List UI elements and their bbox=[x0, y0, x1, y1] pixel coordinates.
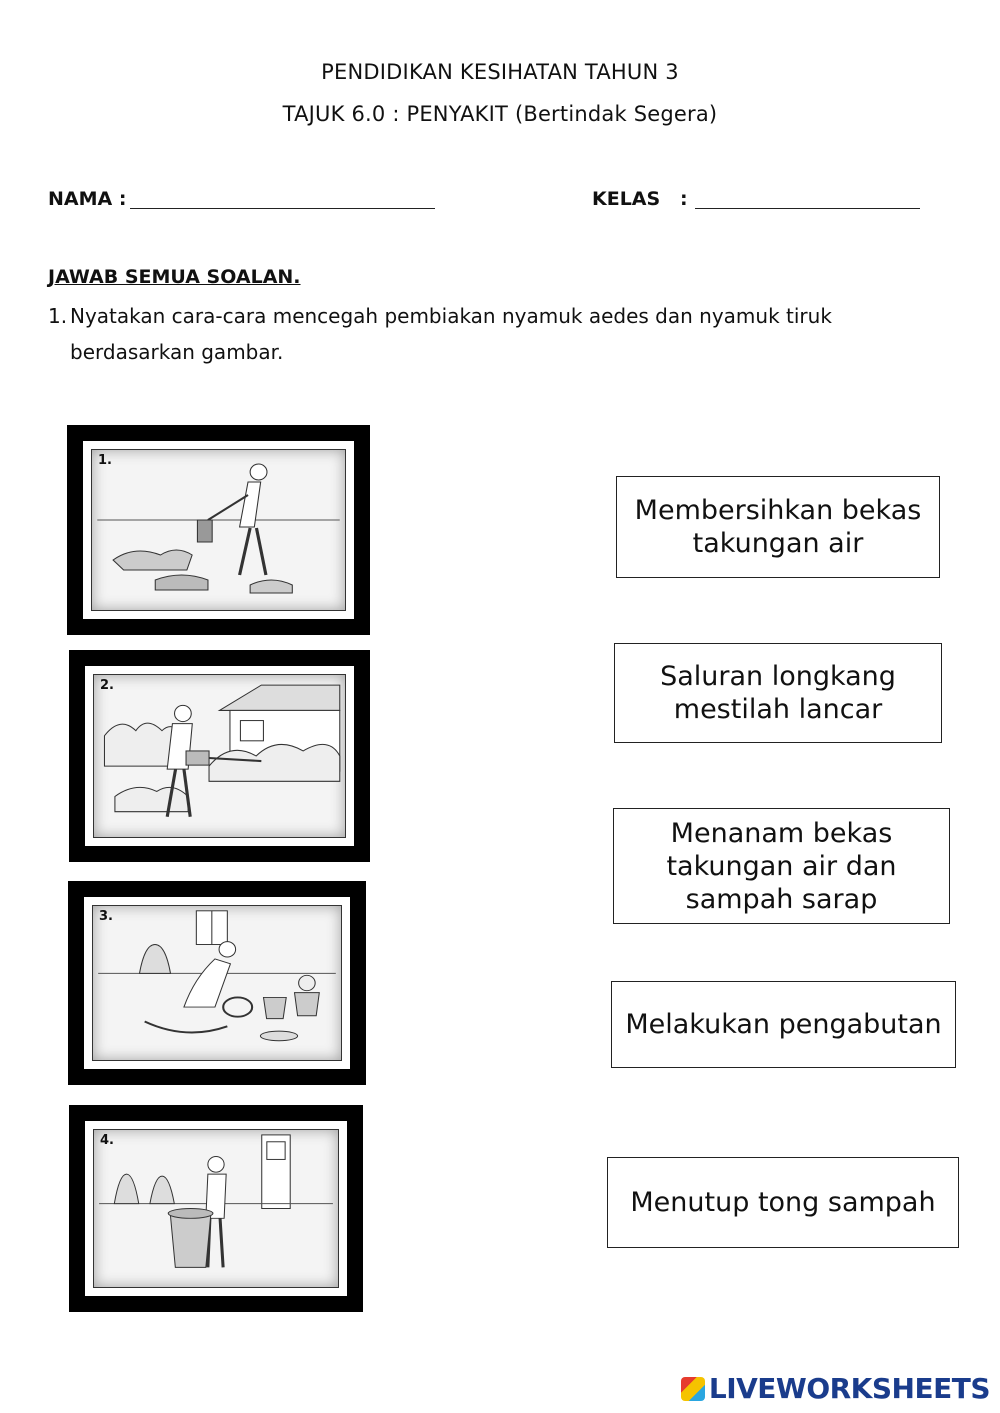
instruction-text: JAWAB SEMUA SOALAN. bbox=[48, 266, 301, 288]
worksheet-topic: TAJUK 6.0 : PENYAKIT (Bertindak Segera) bbox=[282, 102, 718, 126]
picture-fogging-scene bbox=[93, 674, 346, 838]
worksheet-title: PENDIDIKAN KESIHATAN TAHUN 3 bbox=[321, 60, 679, 84]
answer-box-2[interactable]: Saluran longkang mestilah lancar bbox=[614, 643, 942, 743]
picture-frame-3 bbox=[68, 881, 366, 1085]
question-text-line1: Nyatakan cara-cara mencegah pembiakan nyamuk aedes dan nyamuk tiruk bbox=[70, 304, 832, 328]
name-label: NAMA : bbox=[48, 188, 127, 210]
question-number: 1. bbox=[48, 304, 68, 328]
brand-text: LIVEWORKSHEETS bbox=[708, 1372, 990, 1405]
picture-bin-scene bbox=[93, 1129, 339, 1288]
answer-box-5[interactable]: Menutup tong sampah bbox=[607, 1157, 959, 1248]
container-illustration bbox=[93, 906, 341, 1060]
picture-number: 4. bbox=[100, 1133, 114, 1148]
picture-number: 2. bbox=[100, 678, 114, 693]
answer-box-1[interactable]: Membersihkan bekas takungan air bbox=[616, 476, 940, 578]
answer-box-3[interactable]: Menanam bekas takungan air dan sampah sarap bbox=[613, 808, 950, 924]
class-label: KELAS : bbox=[592, 188, 688, 210]
question-1 bbox=[48, 298, 928, 370]
picture-frame-4 bbox=[69, 1105, 363, 1312]
class-input-line[interactable] bbox=[695, 208, 920, 209]
digging-illustration bbox=[92, 450, 345, 610]
liveworksheets-logo bbox=[681, 1372, 990, 1405]
logo-icon bbox=[681, 1377, 705, 1401]
picture-number: 1. bbox=[98, 453, 112, 468]
picture-container-scene bbox=[92, 905, 342, 1061]
picture-number: 3. bbox=[99, 909, 113, 924]
picture-frame-1 bbox=[67, 425, 370, 635]
name-input-line[interactable] bbox=[130, 208, 435, 209]
answer-box-4[interactable]: Melakukan pengabutan bbox=[611, 981, 956, 1068]
fogging-illustration bbox=[94, 675, 345, 837]
picture-frame-2 bbox=[69, 650, 370, 862]
picture-digging-scene bbox=[91, 449, 346, 611]
bin-illustration bbox=[94, 1130, 338, 1287]
question-text-line2: berdasarkan gambar. bbox=[70, 340, 284, 364]
